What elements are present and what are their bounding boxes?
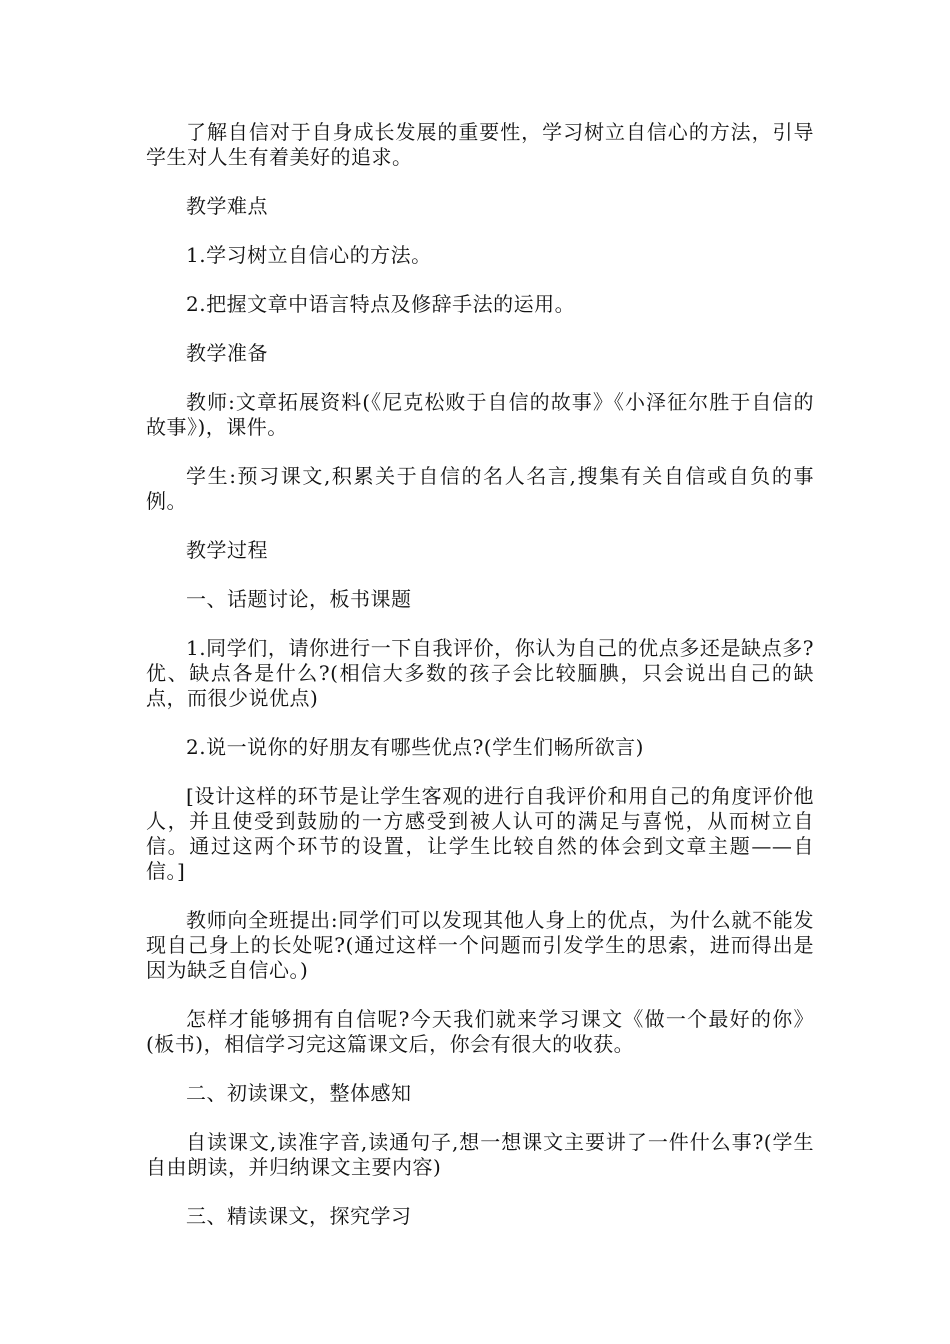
paragraph-teacher-question: 教师向全班提出:同学们可以发现其他人身上的优点，为什么就不能发现自己身上的长处呢?(通过这样一个问题而引发学生的思索，进而得出是因为缺乏自信心。) xyxy=(146,908,814,982)
paragraph-step-1-item-1: 1.同学们，请你进行一下自我评价，你认为自己的优点多还是缺点多?优、缺点各是什么?(相信大多数的孩子会比较腼腆，只会说出自己的缺点，而很少说优点) xyxy=(146,636,814,710)
paragraph-design-note: [设计这样的环节是让学生客观的进行自我评价和用自己的角度评价他人，并且使受到鼓励的一方感受到被人认可的满足与喜悦，从而树立自信。通过这两个环节的设置，让学生比较自然的体会到文章主题——自信。] xyxy=(146,784,814,883)
paragraph-intro-lesson: 怎样才能够拥有自信呢?今天我们就来学习课文《做一个最好的你》(板书)，相信学习完这篇课文后，你会有很大的收获。 xyxy=(146,1007,814,1056)
section-heading-step-2: 二、初读课文，整体感知 xyxy=(186,1081,412,1105)
paragraph-teacher-prep: 教师:文章拓展资料(《尼克松败于自信的故事》《小泽征尔胜于自信的故事》)，课件。 xyxy=(146,390,814,439)
section-heading-step-1: 一、话题讨论，板书课题 xyxy=(186,587,412,611)
paragraph-objective: 了解自信对于自身成长发展的重要性，学习树立自信心的方法，引导学生对人生有着美好的追求。 xyxy=(146,120,814,169)
paragraph-self-reading: 自读课文,读准字音,读通句子,想一想课文主要讲了一件什么事?(学生自由朗读，并归纳课文主要内容) xyxy=(146,1130,814,1179)
section-heading-difficulties: 教学难点 xyxy=(186,194,268,218)
paragraph-difficulty-1: 1.学习树立自信心的方法。 xyxy=(186,243,432,267)
paragraph-difficulty-2: 2.把握文章中语言特点及修辞手法的运用。 xyxy=(186,292,576,316)
section-heading-step-3: 三、精读课文，探究学习 xyxy=(186,1204,412,1228)
paragraph-student-prep: 学生:预习课文,积累关于自信的名人名言,搜集有关自信或自负的事例。 xyxy=(146,464,814,513)
paragraph-step-1-item-2: 2.说一说你的好朋友有哪些优点?(学生们畅所欲言) xyxy=(186,735,644,759)
section-heading-process: 教学过程 xyxy=(186,538,268,562)
document-body xyxy=(146,120,814,1253)
section-heading-preparation: 教学准备 xyxy=(186,341,268,365)
